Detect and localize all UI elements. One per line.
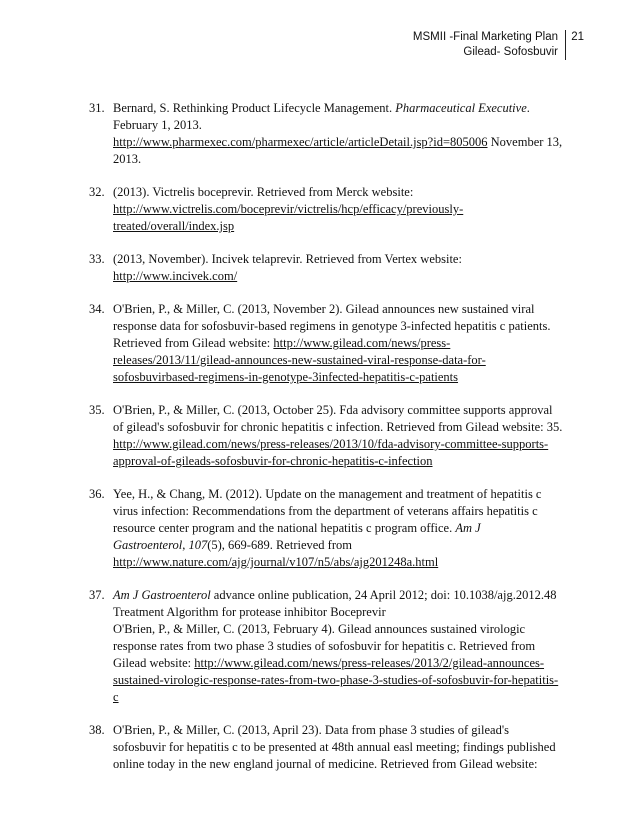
reference-line: [113, 251, 579, 268]
reference-link[interactable]: treated/overall/index.jsp: [113, 219, 235, 233]
reference-line: [113, 419, 579, 436]
reference-text: Treatment Algorithm for protease inhibitor Boceprevir: [113, 605, 386, 619]
reference-number: 32.: [89, 185, 105, 199]
reference-line: [113, 453, 579, 470]
reference-text: sofosbuvir for hepatitis c to be presented at 48th annual easl meeting; findings published: [113, 740, 556, 754]
reference-line: [113, 117, 579, 134]
reference-number: 34.: [89, 302, 105, 316]
reference-text: online today in the new england journal of medicine. Retrieved from Gilead website:: [113, 757, 538, 771]
reference-text: February 1, 2013.: [113, 118, 202, 132]
reference-line: [113, 689, 579, 706]
reference-link[interactable]: releases/2013/11/gilead-announces-new-sustained-viral-response-data-for-: [113, 353, 486, 367]
reference-line: [113, 201, 579, 218]
reference-line: [113, 335, 579, 352]
page-number: 21: [571, 31, 584, 43]
reference-link[interactable]: http://www.pharmexec.com/pharmexec/article/articleDetail.jsp?id=805006: [113, 135, 488, 149]
reference-line: [113, 655, 579, 672]
reference-text: O'Brien, P., & Miller, C. (2013, November 2). Gilead announces new sustained viral: [113, 302, 535, 316]
reference-italic-text: Pharmaceutical Executive: [395, 101, 527, 115]
header-subtitle: Gilead- Sofosbuvir: [463, 46, 558, 58]
reference-entry: [89, 301, 579, 386]
reference-entry: [89, 251, 579, 285]
reference-link[interactable]: http://www.incivek.com/: [113, 269, 238, 283]
reference-line: [113, 756, 579, 773]
reference-text: Gilead website:: [113, 656, 195, 670]
reference-line: [113, 100, 579, 117]
reference-link[interactable]: sustained-virologic-response-rates-from-two-phase-3-studies-of-sofosbuvir-for-hepatitis-: [113, 673, 559, 687]
reference-link[interactable]: http://www.gilead.com/news/press-: [273, 336, 451, 350]
reference-line: [113, 268, 579, 285]
reference-line: [113, 486, 579, 503]
reference-text: ,: [182, 538, 189, 552]
reference-line: [113, 369, 579, 386]
reference-text: O'Brien, P., & Miller, C. (2013, February 4). Gilead announces sustained virologic: [113, 622, 526, 636]
reference-line: [113, 402, 579, 419]
reference-line: [113, 672, 579, 689]
header-title-block: [413, 30, 558, 60]
reference-number: 36.: [89, 487, 105, 501]
reference-entry: [89, 587, 579, 706]
header-title: MSMII -Final Marketing Plan: [412, 31, 558, 43]
reference-text: virus infection: Recommendations from the department of veterans affairs hepatitis c: [113, 504, 538, 518]
reference-number: 38.: [89, 723, 105, 737]
reference-italic-text: Am J: [455, 521, 481, 535]
reference-italic-text: Gastroenterol: [113, 538, 183, 552]
reference-text: of gilead's sofosbuvir for chronic hepatitis c infection. Retrieved from Gilead website: 35.: [113, 420, 563, 434]
reference-line: [113, 722, 579, 739]
header-divider: [565, 30, 566, 60]
reference-link[interactable]: http://www.gilead.com/news/press-releases/2013/10/fda-advisory-committee-supports-: [113, 437, 549, 451]
reference-entry: [89, 184, 579, 235]
reference-line: [113, 151, 579, 168]
reference-text: O'Brien, P., & Miller, C. (2013, October 25). Fda advisory committee supports approval: [113, 403, 553, 417]
reference-line: [113, 739, 579, 756]
reference-text: 2013.: [113, 152, 142, 166]
reference-number: 33.: [89, 252, 105, 266]
reference-link[interactable]: approval-of-gileads-sofosbuvir-for-chronic-hepatitis-c-infection: [113, 454, 433, 468]
reference-entry: [89, 722, 579, 773]
reference-line: [113, 621, 579, 638]
reference-line: [113, 218, 579, 235]
reference-line: [113, 184, 579, 201]
reference-italic-text: 107: [188, 538, 208, 552]
reference-link[interactable]: http://www.victrelis.com/boceprevir/victrelis/hcp/efficacy/previously-: [113, 202, 464, 216]
reference-text: .: [526, 101, 530, 115]
reference-text: response data for sofosbuvir-based regimens in genotype 3-infected hepatitis c patients.: [113, 319, 551, 333]
reference-entry: [89, 100, 579, 168]
reference-link[interactable]: http://www.gilead.com/news/press-releases/2013/2/gilead-announces-: [194, 656, 545, 670]
reference-text: O'Brien, P., & Miller, C. (2013, April 23). Data from phase 3 studies of gilead's: [113, 723, 509, 737]
reference-entry: [89, 486, 579, 571]
reference-line: [113, 520, 579, 537]
reference-line: [113, 503, 579, 520]
reference-line: [113, 638, 579, 655]
reference-number: 37.: [89, 588, 105, 602]
reference-text: (2013). Victrelis boceprevir. Retrieved from Merck website:: [113, 185, 414, 199]
reference-line: [113, 554, 579, 571]
reference-link[interactable]: c: [113, 690, 119, 704]
reference-line: [113, 587, 579, 604]
reference-text: (2013, November). Incivek telaprevir. Retrieved from Vertex website:: [113, 252, 462, 266]
reference-line: [113, 436, 579, 453]
reference-text: advance online publication, 24 April 2012; doi: 10.1038/ajg.2012.48: [210, 588, 557, 602]
reference-line: [113, 301, 579, 318]
reference-line: [113, 604, 579, 621]
reference-number: 35.: [89, 403, 105, 417]
reference-line: [113, 537, 579, 554]
reference-text: Retrieved from Gilead website:: [113, 336, 274, 350]
reference-line: [113, 352, 579, 369]
reference-text: resource center program and the national hepatitis c program office.: [113, 521, 456, 535]
reference-list: [89, 100, 579, 789]
reference-entry: [89, 402, 579, 470]
reference-link[interactable]: http://www.nature.com/ajg/journal/v107/n5/abs/ajg201248a.html: [113, 555, 439, 569]
reference-number: 31.: [89, 101, 105, 115]
reference-text: Bernard, S. Rethinking Product Lifecycle Management.: [113, 101, 396, 115]
reference-text: Yee, H., & Chang, M. (2012). Update on the management and treatment of hepatitis c: [113, 487, 542, 501]
reference-italic-text: Am J Gastroenterol: [113, 588, 211, 602]
reference-text: (5), 669-689. Retrieved from: [207, 538, 352, 552]
reference-text: response rates from two phase 3 studies of sofosbuvir for hepatitis c. Retrieved from: [113, 639, 536, 653]
reference-text: November 13,: [487, 135, 563, 149]
reference-line: [113, 134, 579, 151]
reference-line: [113, 318, 579, 335]
reference-link[interactable]: sofosbuvirbased-regimens-in-genotype-3infected-hepatitis-c-patients: [113, 370, 459, 384]
